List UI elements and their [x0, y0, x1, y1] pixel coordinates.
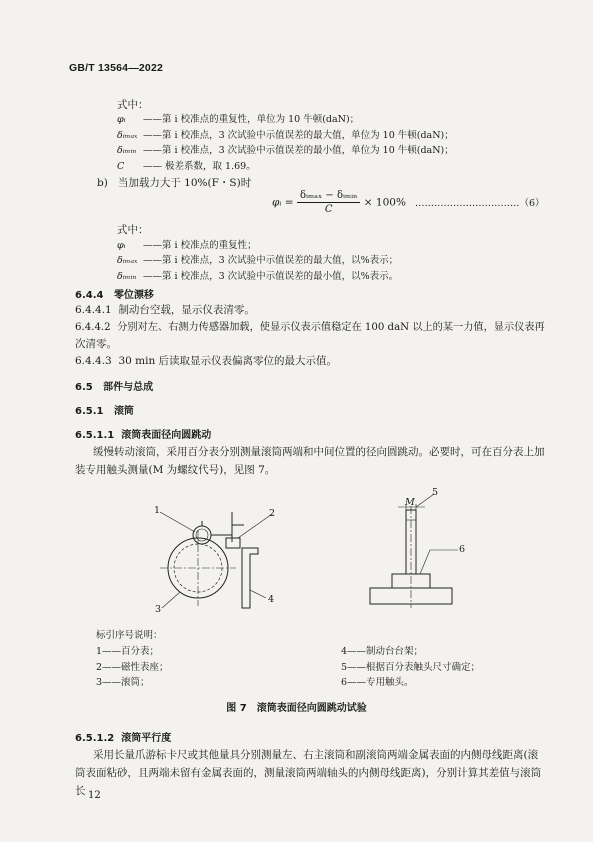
clause-6-4-4-3: 6.4.4.3 30 min 后读取显示仪表偏离零位的最大示值。: [75, 355, 338, 367]
heading-6-5-1: 6.5.1 滚筒: [75, 406, 134, 417]
figure-caption: 图 7 滚筒表面径向圆跳动试验: [226, 703, 367, 714]
block1-row: δᵢₘᵢₙ ——第 i 校准点，3 次试验中示值误差的最小值，单位为 10 牛顿(daN)；: [117, 145, 454, 156]
callout-6: 6: [459, 544, 466, 555]
clause-6-4-4-2-cont: 次清零。: [75, 338, 117, 350]
block2-row: φᵢ ——第 i 校准点的重复性；: [117, 240, 257, 251]
heading-6-5: 6.5 部件与总成: [75, 382, 154, 393]
legend-item: 4——制动台台架；: [341, 646, 424, 657]
equation-number: ……………………………（6）: [415, 198, 545, 209]
callout-3: 3: [155, 604, 162, 615]
callout-5: 5: [432, 487, 439, 498]
block2-row: δᵢₘᵢₙ ——第 i 校准点，3 次试验中示值误差的最小值，以%表示。: [117, 271, 399, 282]
legend-item: 3——滚筒；: [96, 677, 150, 688]
test-bench-frame: [242, 548, 258, 608]
clause-6-4-4-1: 6.4.4.1 制动台空载，显示仪表清零。: [75, 304, 255, 316]
legend-item: 5——根据百分表触头尺寸确定；: [341, 662, 481, 673]
block1-row: φᵢ ——第 i 校准点的重复性，单位为 10 牛顿(daN)；: [117, 114, 360, 125]
page-number: 12: [88, 790, 101, 801]
paragraph-6-5-1-2: 采用长量爪游标卡尺或其他量具分别测量左、右主滚筒和副滚筒两端金属表面的内侧母线距离(滚筒表面粘砂，且两端未留有金属表面的，测量滚筒两端轴头的内侧母线距离)，分别计算其差值与滚筒长: [75, 749, 542, 797]
callout-2: 2: [269, 508, 276, 519]
block1-row: δᵢₘₐₓ ——第 i 校准点，3 次试验中示值误差的最大值，单位为 10 牛顿(daN)；: [117, 130, 454, 141]
legend-item: 1——百分表；: [96, 646, 160, 657]
legend-item: 6——专用触头。: [341, 677, 414, 688]
heading-6-4-4: 6.4.4 零位漂移: [75, 290, 154, 301]
thread-label: M: [405, 497, 415, 508]
magnetic-base: [226, 538, 240, 548]
figure-7-drawing: [140, 480, 480, 622]
legend-item: 2——磁性表座；: [96, 662, 169, 673]
heading-6-5-1-2: 6.5.1.2 滚筒平行度: [75, 733, 172, 744]
legend-title: 标引序号说明：: [96, 630, 163, 641]
block1-row: C —— 极差系数，取 1.69。: [117, 161, 256, 172]
callout-1: 1: [154, 505, 161, 516]
heading-6-5-1-1: 6.5.1.1 滚筒表面径向圆跳动: [75, 430, 212, 441]
item-b: b) 当加载力大于 10%(F・S)时: [97, 177, 252, 189]
formula: φᵢ = $\frac{\text{δᵢₘₐₓ − δᵢₘᵢₙ}}{C}$ × 100%: [272, 190, 406, 215]
formula-fraction: $\frac{\text{δᵢₘₐₓ − δᵢₘᵢₙ}}{C}$: [297, 190, 361, 215]
block2-lead: 式中：: [117, 224, 149, 236]
block2-row: δᵢₘₐₓ ——第 i 校准点，3 次试验中示值误差的最大值，以%表示；: [117, 255, 399, 266]
standard-id: GB/T 13564—2022: [69, 62, 164, 74]
block1-lead: 式中：: [117, 99, 149, 111]
callout-4: 4: [268, 594, 275, 605]
paragraph-6-5-1-1: 缓慢转动滚筒，采用百分表分别测量滚筒两端和中间位置的径向圆跳动。必要时，可在百分表上加装专用触头测量(M 为螺纹代号)，见图 7。: [75, 446, 545, 476]
clause-6-4-4-2: 6.4.4.2 分别对左、右测力传感器加载，使显示仪表示值稳定在 100 daN 以上的某一力值，显示仪表再: [75, 322, 545, 333]
